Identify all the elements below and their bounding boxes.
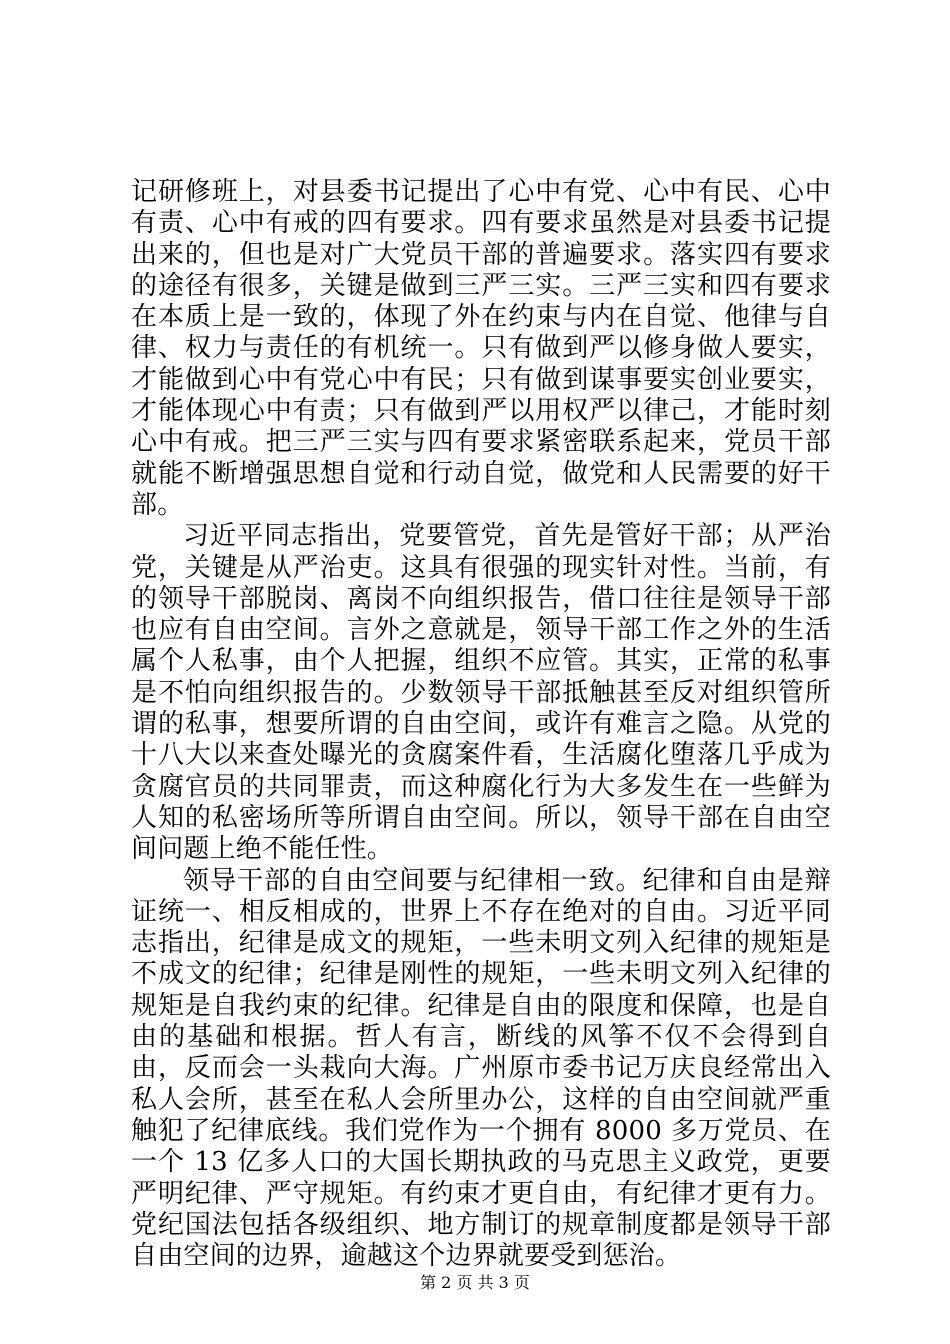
paragraph: 领导干部的自由空间要与纪律相一致。纪律和自由是辩证统一、相反相成的，世界上不存在绝对的自由。习近平同志指出，纪律是成文的规矩，一些未明文列入纪律的规矩是不成文的纪律；纪律是刚性的规矩，一些未明文列入纪律的规矩是自我约束的纪律。纪律是自由的限度和保障，也是自由的基础和根据。哲人有言，断线的风筝不仅不会得到自由，反而会一头栽向大海。广州原市委书记万庆良经常出入私人会所，甚至在私人会所里办公，这样的自由空间就严重触犯了纪律底线。我们党作为一个拥有 8000 多万党员、在一个 13 亿多人口的大国长期执政的马克思主义政党，更要严明纪律、严守规矩。有约束才更自由，有纪律才更有力。党纪国法包括各级组织、地方制订的规章制度都是领导干部自由空间的边界，逾越这个边界就要受到惩治。 [131, 865, 831, 1272]
document-body [131, 177, 831, 1272]
paragraph-continued: 记研修班上，对县委书记提出了心中有党、心中有民、心中有责、心中有戒的四有要求。四有要求虽然是对县委书记提出来的，但也是对广大党员干部的普遍要求。落实四有要求的途径有很多，关键是做到三严三实。三严三实和四有要求在本质上是一致的，体现了外在约束与内在自觉、他律与自律、权力与责任的有机统一。只有做到严以修身做人要实，才能做到心中有党心中有民；只有做到谋事要实创业要实，才能体现心中有责；只有做到严以用权严以律己，才能时刻心中有戒。把三严三实与四有要求紧密联系起来，党员干部就能不断增强思想自觉和行动自觉，做党和人民需要的好干部。 [131, 177, 831, 520]
paragraph: 习近平同志指出，党要管党，首先是管好干部；从严治党，关键是从严治吏。这具有很强的现实针对性。当前，有的领导干部脱岗、离岗不向组织报告，借口往往是领导干部也应有自由空间。言外之意就是，领导干部工作之外的生活属个人私事，由个人把握，组织不应管。其实，正常的私事是不怕向组织报告的。少数领导干部抵触甚至反对组织管所谓的私事，想要所谓的自由空间，或许有难言之隐。从党的十八大以来查处曝光的贪腐案件看，生活腐化堕落几乎成为贪腐官员的共同罪责，而这种腐化行为大多发生在一些鲜为人知的私密场所等所谓自由空间。所以，领导干部在自由空间问题上绝不能任性。 [131, 521, 831, 865]
page-number-footer: 第 2 页 共 3 页 [420, 1273, 530, 1292]
